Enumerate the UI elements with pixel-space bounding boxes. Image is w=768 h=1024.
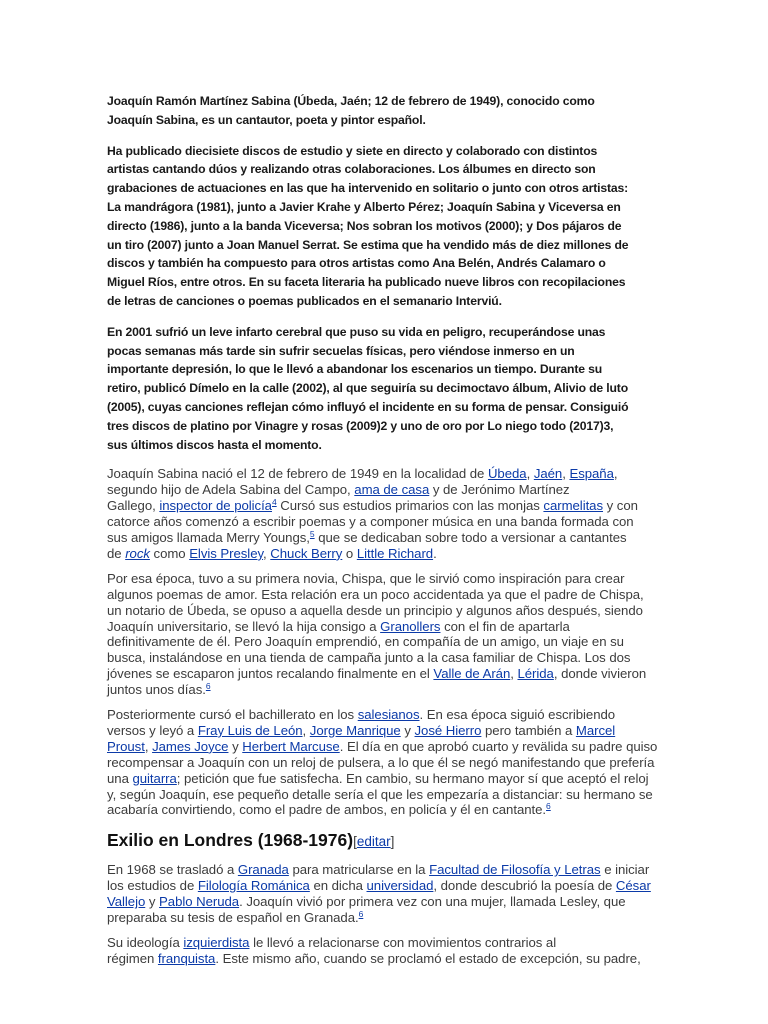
link-guitarra[interactable]: guitarra (132, 770, 177, 786)
link-carmelitas[interactable]: carmelitas (543, 498, 604, 514)
link-herbert-marcuse[interactable]: Herbert Marcuse (242, 738, 340, 754)
text-line (107, 894, 635, 910)
edit-link[interactable]: editar (356, 834, 391, 850)
edit-section (353, 834, 394, 849)
reference-link-6[interactable]: 6 (546, 801, 551, 812)
text: y (228, 738, 243, 754)
reference (546, 801, 551, 811)
link-granada[interactable]: Granada (237, 862, 289, 878)
intro-paragraph-1: Joaquín Ramón Martínez Sabina (Úbeda, Jaén; 12 de febrero de 1949), conocido como Joaquín Sabina, es un cantautor, poeta y pintor español. (107, 94, 595, 127)
text: ; petición que fue satisfecha. En cambio, su hermano mayor sí que aceptó el reloj (176, 770, 649, 786)
text: en dicha (309, 878, 367, 894)
text: , donde vivieron (553, 666, 647, 682)
text: . En esa época siguió escribiendo (419, 707, 616, 723)
text: Gallego, (107, 498, 160, 514)
text: como (149, 545, 190, 561)
link-inspector-de-policia[interactable]: inspector de policía (159, 498, 272, 514)
text-line (107, 862, 650, 878)
link-lerida[interactable]: Lérida (517, 666, 554, 682)
link-chuck-berry[interactable]: Chuck Berry (270, 545, 343, 561)
text: Joaquín Sabina nació el 12 de febrero de 1949 en la localidad de (107, 466, 488, 482)
section-heading (107, 828, 635, 854)
link-rock[interactable]: rock (125, 545, 150, 561)
text-line (107, 723, 635, 739)
text: pero también a (481, 722, 576, 738)
text: , (510, 666, 518, 682)
link-marcel-proust[interactable]: Proust (107, 738, 145, 754)
text-line (107, 935, 635, 951)
text: , donde descubrió la poesía de (433, 878, 616, 894)
text-line: definitivamente de él. Pero Joaquín emprendió, en compañía de un amigo, un viaje en su (107, 634, 624, 650)
text-line (107, 546, 635, 562)
text: y con (603, 498, 638, 514)
text-line: Por esa época, tuvo a su primera novia, Chispa, que le sirvió como inspiración para crear (107, 570, 625, 586)
link-jose-hierro[interactable]: José Hierro (414, 722, 482, 738)
bracket-close: ] (390, 834, 395, 850)
reference-link-5[interactable]: 5 (309, 528, 315, 539)
link-facultad-filosofia-letras[interactable]: Facultad de Filosofía y Letras (429, 862, 601, 878)
text: , (263, 545, 271, 561)
text: régimen (107, 950, 158, 966)
link-cesar-vallejo[interactable]: Vallejo (107, 894, 146, 910)
link-little-richard[interactable]: Little Richard (356, 545, 434, 561)
text: versos y leyó a (107, 722, 198, 738)
text-line (107, 682, 635, 698)
text: , (526, 466, 534, 482)
reference-link-6[interactable]: 6 (358, 909, 364, 920)
section-title: Exilio en Londres (1968-1976) (107, 830, 354, 851)
link-universidad[interactable]: universidad (366, 878, 434, 894)
text-line (107, 738, 658, 755)
text: jóvenes se escaparon juntos recalando finalmente en el (107, 666, 434, 682)
text: e iniciar (600, 862, 650, 878)
text: los estudios de (107, 878, 198, 894)
text-line (107, 910, 635, 926)
exilio-paragraph-1 (107, 862, 651, 926)
text: de (107, 545, 126, 561)
text: con el fin de apartarla (440, 618, 570, 634)
text-line (107, 666, 647, 682)
link-pablo-neruda[interactable]: Pablo Neruda (159, 894, 240, 910)
text: y de Jerónimo Martínez (429, 482, 570, 498)
text: , (144, 738, 153, 754)
text: sus amigos llamada Merry Youngs, (107, 529, 310, 545)
text: Joaquín universitario, se llevó la hija consigo a (107, 618, 381, 634)
text-line: busca, instalándose en una tienda de campaña junto a la casa familiar de Chispa. Los dos (107, 650, 631, 666)
text: segundo hijo de Adela Sabina del Campo, (107, 482, 355, 498)
bio-paragraph-1 (107, 466, 638, 561)
intro-paragraph-2: Ha publicado diecisiete discos de estudio y siete en directo y colaborado con distintos artistas cantando dúos y realizando otras colaboraciones. Los álbumes en directo son grabaciones de actuaciones en las que ha intervenido en solitario o junto con otros artistas: La mandrágora (1981), junto a Javier Krahe y Alberto Pérez; Joaquín Sabina y Viceversa en directo (1986), junto a la banda Viceversa; Nos sobran los motivos (2000); y Dos pájaros de un tiro (2007) junto a Joan Manuel Serrat. Se estima que ha vendido más de diez millones de discos y también ha compuesto para otros artistas como Ana Belén, Andrés Calamaro o Miguel Ríos, entre otros. En su faceta literaria ha publicado nueve libros con recopilaciones de letras de canciones o poemas publicados en el semanario Interviú. (107, 143, 629, 308)
text-line (107, 482, 635, 498)
link-salesianos[interactable]: salesianos (357, 707, 420, 723)
text: , (302, 722, 310, 738)
reference (206, 681, 211, 691)
text-line: catorce años comenzó a escribir poemas y a componer música en una banda formada con (107, 514, 634, 530)
text: preparaba su tesis de español en Granada. (107, 910, 359, 926)
link-izquierdista[interactable]: izquierdista (183, 935, 250, 950)
bio-paragraph-2 (107, 570, 647, 698)
link-cesar-vallejo[interactable]: César (615, 878, 651, 894)
text: . (433, 545, 437, 561)
text-line: algunos poemas de amor. Esta relación era un poco accidentada ya que el padre de Chispa, (107, 586, 644, 602)
link-valle-de-aran[interactable]: Valle de Arán (433, 666, 511, 682)
text-line (107, 802, 635, 818)
text: que se dedicaban sobre todo a versionar a cantantes (314, 529, 627, 545)
text: Su ideología (107, 935, 184, 950)
text-line: recompensar a Joaquín con un reloj de pulsera, a lo que él se negó manifestando que prefería (107, 754, 655, 770)
text-line: y, según Joaquín, ese pequeño detalle sería el que les empezaría a distanciar: su hermano se (107, 786, 653, 802)
reference-link-6[interactable]: 6 (205, 681, 211, 692)
text: y (400, 722, 415, 738)
article (107, 92, 658, 976)
bracket-open: [ (353, 834, 357, 850)
text: , (613, 466, 618, 482)
link-elvis-presley[interactable]: Elvis Presley (189, 545, 264, 561)
link-granollers[interactable]: Granollers (380, 618, 441, 634)
link-jaen[interactable]: Jaén (533, 466, 563, 482)
link-filologia-romanica[interactable]: Filología Románica (197, 878, 310, 894)
text-line (107, 878, 651, 894)
link-marcel-proust[interactable]: Marcel (575, 722, 616, 738)
link-ubeda[interactable]: Úbeda (487, 466, 527, 482)
reference (359, 909, 364, 919)
link-jorge-manrique[interactable]: Jorge Manrique (309, 722, 401, 738)
link-franquista[interactable]: franquista (157, 950, 216, 966)
text-line (107, 950, 641, 967)
link-fray-luis-de-leon[interactable]: Fray Luis de León (197, 722, 303, 738)
text: En 1968 se trasladó a (107, 862, 238, 878)
text: para matricularse en la (288, 862, 430, 878)
text-line (107, 466, 635, 482)
text: , (562, 466, 570, 482)
text-line (107, 497, 638, 514)
text: . Joaquín vivió por primera vez con una mujer, llamada Lesley, que (239, 894, 626, 910)
text-line (107, 619, 635, 635)
intro-paragraph-3: En 2001 sufrió un leve infarto cerebral que puso su vida en peligro, recuperándose unas pocas semanas más tarde sin sufrir secuelas físicas, pero viéndose inmerso en un importante depresión, lo que le llevó a abandonar los escenarios un tiempo. Durante su retiro, publicó Dímelo en la calle (2002), al que seguiría su decimoctavo álbum, Alivio de luto (2005), cuyas canciones reflejan cómo influyó el incidente en su forma de pensar. Consiguió tres discos de platino por Vinagre y rosas (2009)2 y uno de oro por Lo niego todo (2017)3, sus últimos discos hasta el momento. (107, 324, 629, 452)
text-line (107, 770, 649, 787)
text: . Este mismo año, cuando se proclamó el estado de excepción, su padre, (215, 950, 641, 966)
reference-link-4[interactable]: 4 (271, 497, 277, 508)
text: Cursó sus estudios primarios con las monjas (276, 498, 544, 514)
text-line: un notario de Úbeda, se opuso a aquella desde un principio y algunos años después, siendo (107, 602, 643, 618)
bio-paragraph-3 (107, 707, 658, 818)
text: acabaría convirtiendo, como el padre de ambos, en policía y él en cantante. (107, 802, 547, 818)
text: o (342, 545, 357, 561)
text: juntos unos días. (107, 682, 206, 698)
text-line (107, 530, 635, 546)
text: y (145, 894, 160, 910)
link-ama-de-casa[interactable]: ama de casa (354, 482, 430, 498)
text: . El día en que aprobó cuarto y revälida su padre quiso (339, 738, 658, 754)
text: una (107, 770, 133, 786)
link-james-joyce[interactable]: James Joyce (152, 738, 229, 754)
text: Posteriormente cursó el bachillerato en los (107, 707, 358, 723)
exilio-paragraph-2 (107, 935, 641, 967)
text: le llevó a relacionarse con movimientos contrarios al (249, 935, 557, 950)
link-espana[interactable]: España (569, 466, 614, 482)
text-line (107, 707, 635, 723)
